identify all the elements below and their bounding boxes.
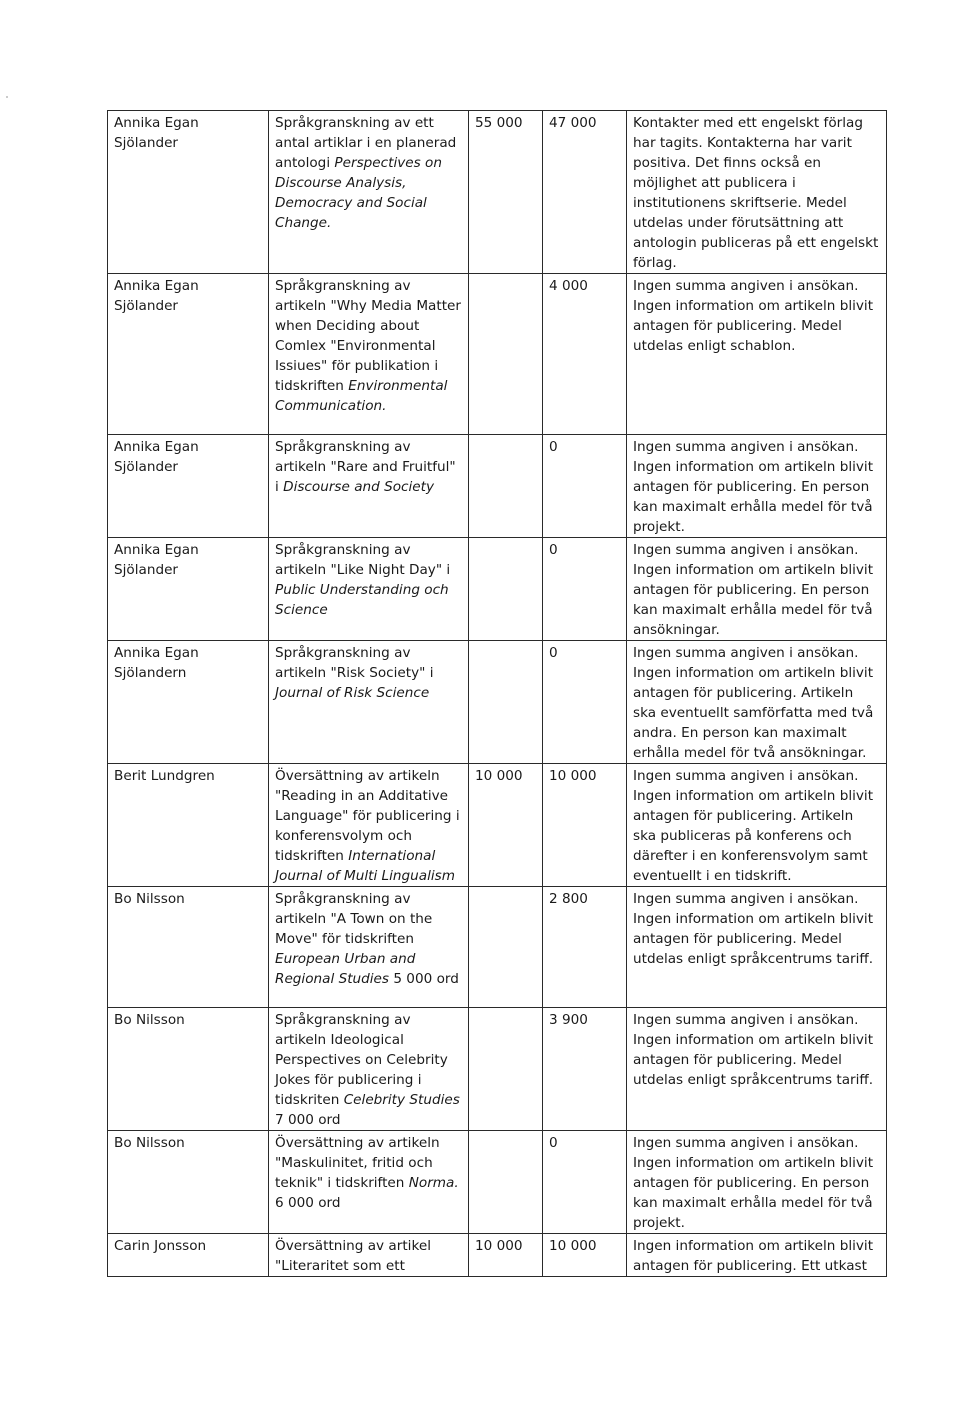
project-description <box>275 439 456 495</box>
granted-cell <box>543 641 627 764</box>
requested-cell <box>469 111 543 274</box>
table-row <box>108 274 887 435</box>
publication-title: Journal of Risk Science <box>275 685 430 701</box>
applicant-cell <box>108 1131 269 1234</box>
applicant-name: Annika Egan Sjölander <box>114 542 199 578</box>
project-description <box>275 891 459 987</box>
granted-amount: 47 000 <box>549 115 597 131</box>
requested-cell <box>469 1131 543 1234</box>
comment-cell <box>627 111 887 274</box>
description-cell <box>269 538 469 641</box>
applicant-cell <box>108 111 269 274</box>
table-row <box>108 111 887 274</box>
publication-title: Environmental Communication. <box>275 378 448 414</box>
table-row <box>108 1234 887 1277</box>
description-cell <box>269 111 469 274</box>
description-cell <box>269 764 469 887</box>
granted-cell <box>543 435 627 538</box>
applicant-cell <box>108 1234 269 1277</box>
applicant-name: Bo Nilsson <box>114 1135 185 1151</box>
granted-amount: 0 <box>549 645 558 661</box>
granted-amount: 10 000 <box>549 768 597 784</box>
decision-comment: Ingen summa angiven i ansökan. Ingen information om artikeln blivit antagen för publicering. Medel utdelas enligt språkcentrums tariff. <box>633 891 874 967</box>
applicant-cell <box>108 435 269 538</box>
requested-cell <box>469 274 543 435</box>
comment-cell <box>627 1008 887 1131</box>
description-text: Språkgranskning av ett antal artiklar i en planerad antologi <box>275 115 457 171</box>
table-row <box>108 641 887 764</box>
publication-title: Public Understanding och Science <box>275 582 449 618</box>
decision-comment: Ingen summa angiven i ansökan. Ingen information om artikeln blivit antagen för publicering. En person kan maximalt erhålla medel för två ansökningar. <box>633 542 874 638</box>
comment-cell <box>627 538 887 641</box>
granted-cell <box>543 887 627 1008</box>
requested-amount: 55 000 <box>475 115 523 131</box>
applicant-name: Berit Lundgren <box>114 768 215 784</box>
description-cell <box>269 1008 469 1131</box>
comment-cell <box>627 1131 887 1234</box>
project-description <box>275 1238 431 1274</box>
applicant-name: Carin Jonsson <box>114 1238 207 1254</box>
applicant-cell <box>108 641 269 764</box>
project-description <box>275 115 456 231</box>
granted-amount: 0 <box>549 542 558 558</box>
decision-comment: Ingen summa angiven i ansökan. Ingen information om artikeln blivit antagen för publicering. Artikeln ska publiceras på konferens och därefter i en konferensvolym samt eventuellt i en tidskrift. <box>633 768 874 884</box>
description-text: Översättning av artikel "Literaritet som ett <box>275 1238 431 1274</box>
decision-comment: Ingen summa angiven i ansökan. Ingen information om artikeln blivit antagen för publicering. En person kan maximalt erhålla medel för två projekt. <box>633 1135 874 1231</box>
publication-title: Discourse and Society <box>283 479 435 495</box>
comment-cell <box>627 1234 887 1277</box>
description-cell <box>269 435 469 538</box>
applicant-name: Annika Egan Sjölandern <box>114 645 199 681</box>
requested-cell <box>469 1008 543 1131</box>
applicant-cell <box>108 764 269 887</box>
decision-comment: Ingen summa angiven i ansökan. Ingen information om artikeln blivit antagen för publicering. Medel utdelas enligt schablon. <box>633 278 874 354</box>
description-cell <box>269 1131 469 1234</box>
granted-amount: 4 000 <box>549 278 588 294</box>
table-row <box>108 887 887 1008</box>
description-text: Språkgranskning av artikeln "Rare and Fruitful" i <box>275 439 456 495</box>
description-text: 5 000 ord <box>389 971 459 987</box>
description-text: Översättning av artikeln "Maskulinitet, fritid och teknik" i tidskriften <box>275 1135 440 1191</box>
granted-amount: 2 800 <box>549 891 588 907</box>
applicant-name: Annika Egan Sjölander <box>114 439 199 475</box>
publication-title: Norma. <box>408 1175 459 1191</box>
description-text: Språkgranskning av artikeln "A Town on the Move" för tidskriften <box>275 891 433 947</box>
table-row <box>108 538 887 641</box>
project-description <box>275 278 461 414</box>
requested-cell <box>469 641 543 764</box>
comment-cell <box>627 764 887 887</box>
description-text: Språkgranskning av artikeln "Like Night Day" i <box>275 542 451 578</box>
description-text: Översättning av artikeln "Reading in an Additative Language" för publicering i konferensvolym och tidskriften <box>275 768 460 864</box>
grant-table-body <box>108 111 887 1277</box>
requested-cell <box>469 1234 543 1277</box>
requested-cell <box>469 764 543 887</box>
requested-amount: 10 000 <box>475 768 523 784</box>
granted-cell <box>543 111 627 274</box>
granted-amount: 10 000 <box>549 1238 597 1254</box>
project-description <box>275 1012 460 1128</box>
decision-comment: Kontakter med ett engelskt förlag har tagits. Kontakterna har varit positiva. Det finns också en möjlighet att publicera i institutionens skriftserie. Medel utdelas under förutsättning att antologin publiceras på ett engelskt förlag. <box>633 115 879 271</box>
scan-speck <box>6 96 8 98</box>
comment-cell <box>627 641 887 764</box>
project-description <box>275 542 450 618</box>
project-description <box>275 1135 459 1211</box>
project-description <box>275 768 460 884</box>
decision-comment: Ingen summa angiven i ansökan. Ingen information om artikeln blivit antagen för publicering. Artikeln ska eventuellt samförfatta med två andra. En person kan maximalt erhålla medel för två ansökningar. <box>633 645 874 761</box>
requested-cell <box>469 887 543 1008</box>
granted-amount: 0 <box>549 1135 558 1151</box>
publication-title: International Journal of Multi Lingualism <box>275 848 455 884</box>
applicant-cell <box>108 1008 269 1131</box>
publication-title: European Urban and Regional Studies <box>275 951 416 987</box>
table-row <box>108 764 887 887</box>
table-row <box>108 1008 887 1131</box>
description-text: Språkgranskning av artikeln "Why Media Matter when Deciding about Comlex "Environmental Issiues" för publikation i tidskriften <box>275 278 461 394</box>
granted-amount: 0 <box>549 439 558 455</box>
applicant-name: Bo Nilsson <box>114 891 185 907</box>
granted-cell <box>543 1234 627 1277</box>
requested-cell <box>469 538 543 641</box>
applicant-cell <box>108 887 269 1008</box>
description-text: Språkgranskning av artikeln Ideological Perspectives on Celebrity Jokes för publicering i tidskriten <box>275 1012 448 1108</box>
applicant-name: Annika Egan Sjölander <box>114 278 199 314</box>
description-cell <box>269 641 469 764</box>
grant-table <box>107 110 887 1277</box>
project-description <box>275 645 434 701</box>
comment-cell <box>627 887 887 1008</box>
granted-cell <box>543 538 627 641</box>
table-row <box>108 1131 887 1234</box>
description-cell <box>269 1234 469 1277</box>
granted-amount: 3 900 <box>549 1012 588 1028</box>
applicant-cell <box>108 538 269 641</box>
applicant-name: Bo Nilsson <box>114 1012 185 1028</box>
comment-cell <box>627 435 887 538</box>
description-cell <box>269 274 469 435</box>
decision-comment: Ingen information om artikeln blivit antagen för publicering. Ett utkast <box>633 1238 874 1274</box>
table-row <box>108 435 887 538</box>
comment-cell <box>627 274 887 435</box>
requested-cell <box>469 435 543 538</box>
granted-cell <box>543 274 627 435</box>
applicant-cell <box>108 274 269 435</box>
decision-comment: Ingen summa angiven i ansökan. Ingen information om artikeln blivit antagen för publicering. Medel utdelas enligt språkcentrums tariff. <box>633 1012 874 1088</box>
publication-title: Perspectives on Discourse Analysis, Democracy and Social Change. <box>275 155 442 231</box>
granted-cell <box>543 1008 627 1131</box>
decision-comment: Ingen summa angiven i ansökan. Ingen information om artikeln blivit antagen för publicering. En person kan maximalt erhålla medel för två projekt. <box>633 439 874 535</box>
description-text: Språkgranskning av artikeln "Risk Society" i <box>275 645 434 681</box>
requested-amount: 10 000 <box>475 1238 523 1254</box>
applicant-name: Annika Egan Sjölander <box>114 115 199 151</box>
description-text: 7 000 ord <box>275 1112 341 1128</box>
granted-cell <box>543 764 627 887</box>
granted-cell <box>543 1131 627 1234</box>
publication-title: Celebrity Studies <box>343 1092 460 1108</box>
description-cell <box>269 887 469 1008</box>
description-text: 6 000 ord <box>275 1195 341 1211</box>
